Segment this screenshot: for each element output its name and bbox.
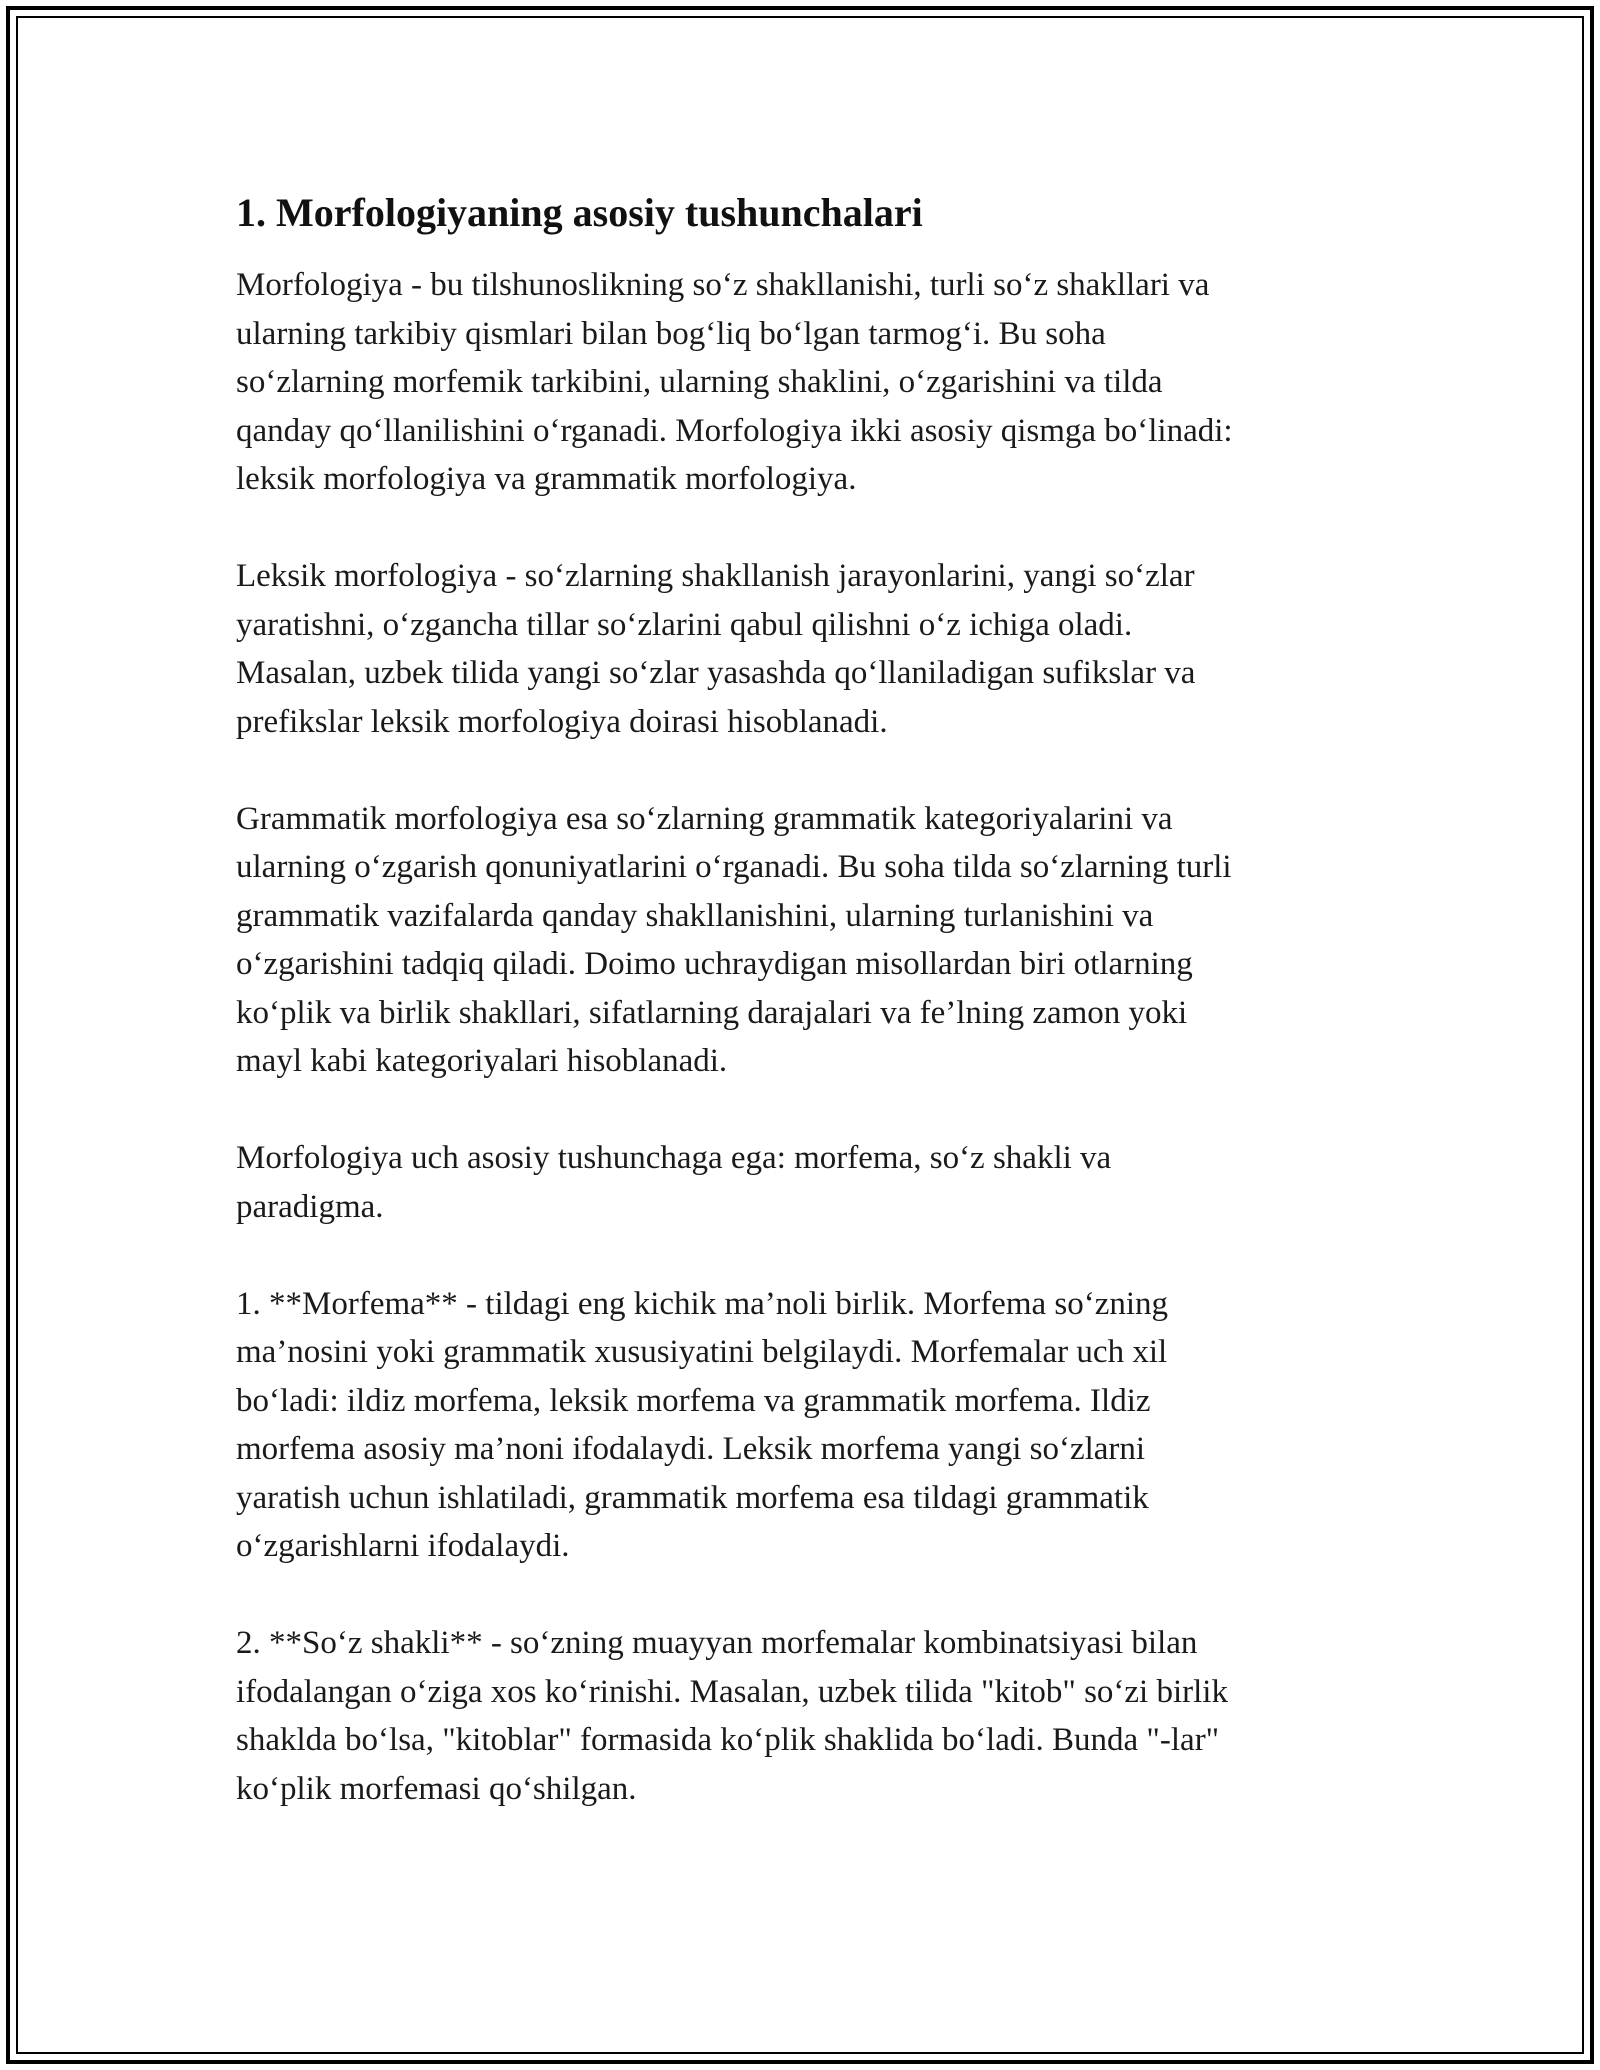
paragraph-grammatik-morfologiya: Grammatik morfologiya esa so‘zlarning grammatik kategoriyalarini va ularning o‘zgarish qonuniyatlarini o‘rganadi. Bu soha tilda so‘zlarning turli grammatik vazifalarda qanday shakllanishini, ularning turlanishini va o‘zgarishini tadqiq qiladi. Doimo uchraydigan misollardan biri otlarning ko‘plik va birlik shakllari, sifatlarning darajalari va fe’lning zamon yoki mayl kabi kategoriyalari hisoblanadi. [236,800,1232,1079]
page-title: 1. Morfologiyaning asosiy tushunchalari [236,190,923,235]
paragraph-soz-shakli: 2. **So‘z shakli** - so‘zning muayyan morfemalar kombinatsiyasi bilan ifodalangan o‘ziga xos ko‘rinishi. Masalan, uzbek tilida "kitob" so‘zi birlik shaklda bo‘lsa, "kitoblar" formasida ko‘plik shaklida bo‘ladi. Bunda "-lar" ko‘plik morfemasi qo‘shilgan. [236,1625,1228,1807]
paragraph-three-concepts: Morfologiya uch asosiy tushunchaga ega: morfema, so‘z shakli va paradigma. [236,1140,1112,1225]
paragraph-leksik-morfologiya: Leksik morfologiya - so‘zlarning shakllanish jarayonlarini, yangi so‘zlar yaratishni, o‘zgancha tillar so‘zlarini qabul qilishni o‘z ichiga oladi. Masalan, uzbek tilida yangi so‘zlar yasashda qo‘llaniladigan sufikslar va prefikslar leksik morfologiya doirasi hisoblanadi. [236,558,1196,740]
paragraph-morfema: 1. **Morfema** - tildagi eng kichik ma’noli birlik. Morfema so‘zning ma’nosini yoki grammatik xususiyatini belgilaydi. Morfemalar uch xil bo‘ladi: ildiz morfema, leksik morfema va grammatik morfema. Ildiz morfema asosiy ma’noni ifodalaydi. Leksik morfema yangi so‘zlarni yaratish uchun ishlatiladi, grammatik morfema esa tildagi grammatik o‘zgarishlarni ifodalaydi. [236,1285,1169,1564]
document-body [236,185,1376,1862]
paragraph-morfologiya-definition: Morfologiya - bu tilshunoslikning so‘z shakllanishi, turli so‘z shakllari va ularning tarkibiy qismlari bilan bog‘liq bo‘lgan tarmog‘i. Bu soha so‘zlarning morfemik tarkibini, ularning shaklini, o‘zgarishini va tilda qanday qo‘llanilishini o‘rganadi. Morfologiya ikki asosiy qismga bo‘linadi: leksik morfologiya va grammatik morfologiya. [236,267,1233,497]
